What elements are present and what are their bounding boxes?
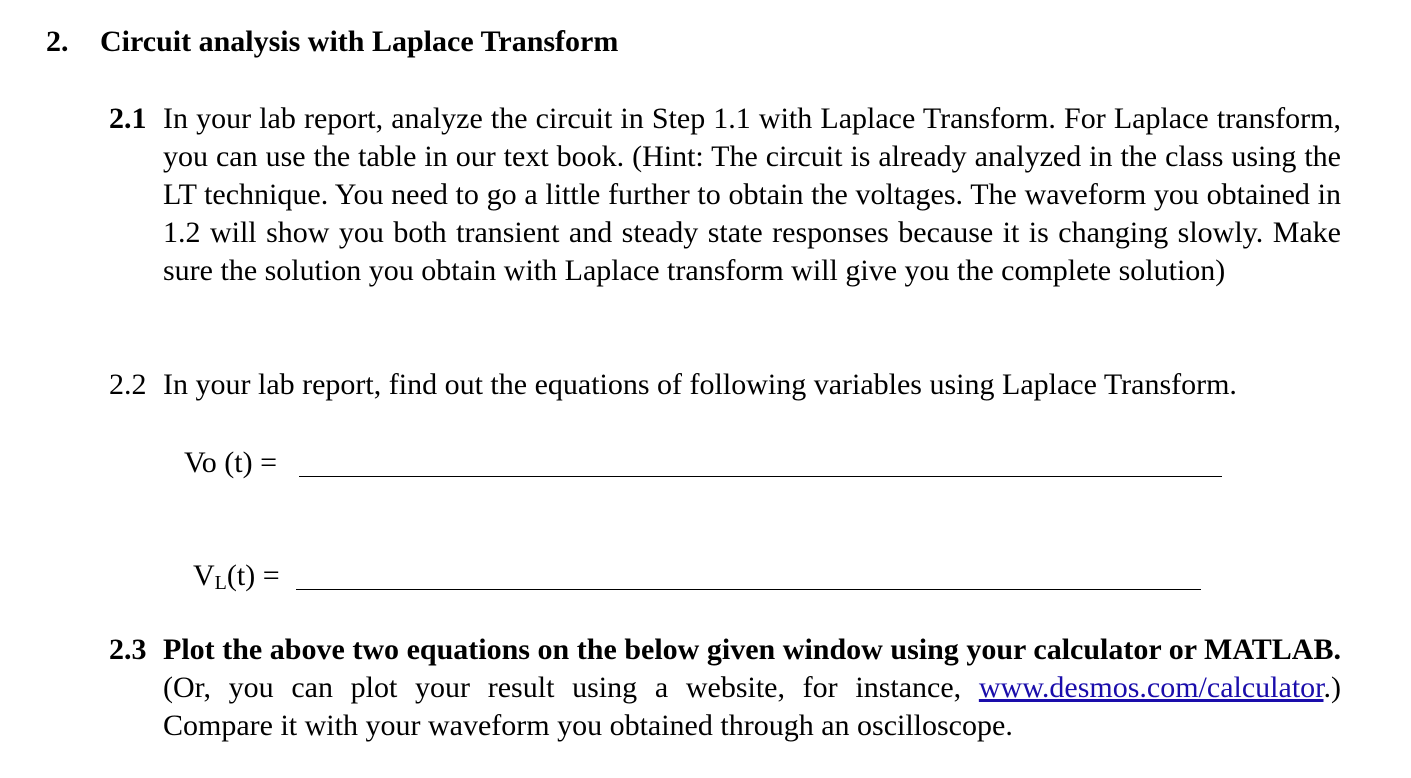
item-number-2-3: 2.3 (109, 633, 147, 666)
vo-equation-label: Vo (t) = (184, 446, 278, 479)
vl-answer-line[interactable] (296, 589, 1201, 590)
item-text-2-3 (163, 631, 1341, 745)
item-number-2-2: 2.2 (109, 368, 147, 401)
item-text-2-2: In your lab report, find out the equations of following variables using Laplace Transform. (163, 368, 1237, 401)
vl-equation-label (193, 557, 280, 602)
vl-label-main: V (193, 559, 215, 592)
vl-label-subscript: L (214, 572, 227, 594)
item-2-3-text-after-link: .) Compare it with your waveform you obtained through an oscilloscope. (163, 671, 1341, 742)
section-number: 2. (46, 25, 69, 58)
item-2-3-bold-text: Plot the above two equations on the below given window using your calculator or MATLAB. (163, 633, 1341, 666)
section-title: Circuit analysis with Laplace Transform (100, 25, 619, 58)
vl-label-rest: (t) = (226, 559, 280, 592)
vo-answer-line[interactable] (299, 476, 1222, 477)
item-2-3-text-before-link: (Or, you can plot your result using a website, for instance, (163, 671, 979, 704)
desmos-link[interactable]: www.desmos.com/calculator (978, 671, 1324, 704)
item-number-2-1: 2.1 (109, 102, 147, 135)
item-text-2-1: In your lab report, analyze the circuit in Step 1.1 with Laplace Transform. For Laplace transform, you can use the table in our text book. (Hint: The circuit is already analyzed in the class using the LT technique. You need to go a little further to obtain the voltages. The waveform you obtained in 1.2 will show you both transient and steady state responses because it is changing slowly. Make sure the solution you obtain with Laplace transform will give you the complete solution) (163, 102, 1341, 287)
